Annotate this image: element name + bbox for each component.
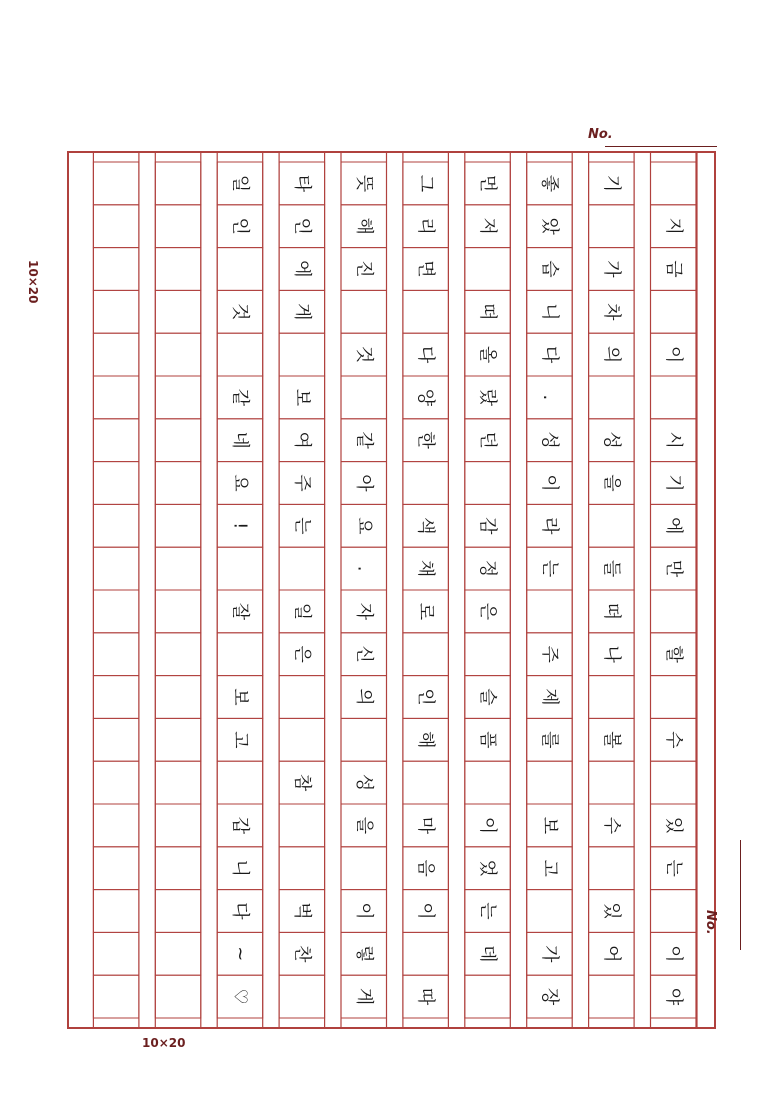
grid-cell [341,718,387,761]
grid-cell [279,547,325,590]
manuscript-character: 채 [415,559,437,578]
manuscript-character: 주 [291,474,313,492]
grid-cell [155,590,201,633]
manuscript-character: 할 [662,645,684,663]
manuscript-character: 는 [538,559,560,578]
manuscript-character: 들 [600,559,622,578]
manuscript-character: 정 [477,559,499,578]
grid-cell [93,290,138,333]
grid-cell [93,676,138,719]
manuscript-character: 이 [477,816,499,835]
manuscript-character: 보 [229,688,251,706]
manuscript-character: 것 [353,345,375,364]
manuscript-character: 로 [415,602,437,621]
manuscript-character: 아 [353,474,375,492]
manuscript-character: 게 [291,303,313,321]
manuscript-character: 잘 [229,602,251,621]
grid-cell [341,290,387,333]
grid-cell [217,248,263,291]
manuscript-character: 색 [415,517,437,535]
grid-cell [155,162,201,205]
manuscript-character: 저 [477,217,499,235]
manuscript-character: 금 [662,260,684,278]
number-label-top-line [605,146,717,147]
grid-cell [155,761,201,804]
grid-cell [589,376,635,419]
manuscript-character: 고 [538,859,560,877]
manuscript-character: 먼 [477,174,499,193]
manuscript-character: 떠 [600,602,622,621]
manuscript-character: 에 [291,260,313,278]
grid-cell [651,590,697,633]
manuscript-character: 수 [600,816,622,835]
grid-cell [155,633,201,676]
grid-cell [155,847,201,890]
grid-cell [93,248,138,291]
manuscript-character: 니 [538,303,560,321]
manuscript-character: 를 [538,731,560,749]
manuscript-character: 갑 [229,816,251,835]
manuscript-character: 나 [600,645,622,663]
grid-cell [217,633,263,676]
grid-cell [217,333,263,376]
manuscript-character: 인 [415,688,437,706]
manuscript-character: 보 [291,388,313,407]
manuscript-character: ~ [229,946,251,962]
paper-size-label-left: 10×20 [26,260,40,304]
manuscript-character: 다 [229,902,251,920]
manuscript-character: 있 [600,902,622,920]
manuscript-character: 장 [538,987,560,1006]
grid-cell [155,975,201,1018]
grid-cell [465,975,511,1018]
number-label-side: No. [703,910,718,935]
grid-cell [527,590,573,633]
manuscript-character: 았 [538,217,560,235]
grid-cell [93,804,138,847]
grid-cell [93,932,138,975]
manuscript-character: 볼 [600,731,622,749]
grid-cell [155,718,201,761]
manuscript-character: 의 [600,345,622,364]
manuscript-character: 다 [538,345,560,364]
manuscript-character: 성 [353,773,375,792]
grid-cell [279,804,325,847]
manuscript-character: 타 [291,174,313,193]
manuscript-character: 벅 [291,902,313,920]
manuscript-character: 만 [662,559,684,578]
grid-cell [93,847,138,890]
manuscript-character: 양 [415,388,437,407]
manuscript-character: 떠 [477,303,499,321]
grid-cell [465,248,511,291]
manuscript-character: 기 [662,474,684,492]
manuscript-character: 감 [477,517,499,535]
grid-cell [93,462,138,505]
manuscript-character: 있 [662,816,684,835]
grid-cell [155,462,201,505]
grid-cell [93,590,138,633]
grid-cell [93,761,138,804]
manuscript-character: 요 [353,517,375,535]
manuscript-character: 같 [229,388,251,407]
manuscript-character: 라 [538,517,560,535]
manuscript-character: 음 [415,859,437,877]
manuscript-character: 어 [600,945,622,963]
manuscript-character: 지 [662,217,684,235]
grid-cell [93,376,138,419]
grid-cell [651,676,697,719]
manuscript-character: 은 [291,645,313,663]
manuscript-character: ♡ [229,988,251,1005]
grid-cell [279,333,325,376]
grid-cell [93,890,138,933]
manuscript-character: 기 [600,174,622,193]
manuscript-character: 일 [229,174,251,193]
grid-cell [155,419,201,462]
manuscript-character: 는 [477,902,499,920]
manuscript-character: 습 [538,260,560,278]
grid-cell [217,547,263,590]
grid-cell [155,547,201,590]
grid-cell [589,761,635,804]
manuscript-character: 은 [477,602,499,621]
grid-cell [217,761,263,804]
manuscript-character: 올 [477,345,499,364]
grid-cell [465,633,511,676]
grid-cell [155,333,201,376]
grid-cell [155,248,201,291]
manuscript-character: 이 [538,474,560,492]
grid-cell [279,847,325,890]
grid-cell [155,205,201,248]
grid-cell [93,633,138,676]
grid-cell [341,847,387,890]
manuscript-character: 면 [415,260,437,278]
manuscript-character: 이 [415,902,437,920]
grid-cell [155,504,201,547]
grid-cell [341,376,387,419]
manuscript-character: 에 [662,517,684,535]
manuscript-character: 이 [662,345,684,364]
manuscript-character: 해 [353,217,375,235]
grid-cell [527,761,573,804]
grid-cell [93,333,138,376]
manuscript-character: 보 [538,816,560,835]
manuscript-character: 신 [353,645,375,663]
grid-cell [93,504,138,547]
manuscript-character: 데 [477,945,499,963]
manuscript-character: 던 [477,431,499,449]
grid-cell [403,932,449,975]
grid-cell [155,804,201,847]
manuscript-character: 찬 [291,945,313,963]
manuscript-character: 이 [353,902,375,920]
grid-cell [155,890,201,933]
manuscript-character: 여 [291,431,313,449]
manuscript-character: 자 [353,602,375,621]
manuscript-character: 요 [229,474,251,492]
manuscript-character: 그 [415,174,437,193]
manuscript-character: 뜻 [353,174,375,193]
manuscript-character: 참 [291,773,313,792]
grid-cell [651,290,697,333]
manuscript-character: 랐 [477,388,499,407]
manuscript-character: 수 [662,731,684,749]
manuscript-character: 을 [600,474,622,492]
grid-cell [651,376,697,419]
manuscript-character: 일 [291,602,313,621]
manuscript-character: 는 [291,517,313,535]
grid-cell [589,676,635,719]
manuscript-character: 게 [353,987,375,1006]
grid-cell [155,932,201,975]
grid-cell [279,676,325,719]
manuscript-character: 한 [415,431,437,449]
grid-cell [589,847,635,890]
grid-cell [589,975,635,1018]
manuscript-character: 마 [415,816,437,835]
grid-cell [155,676,201,719]
number-label-side-line [740,840,741,950]
grid-cell [527,890,573,933]
manuscript-character: 이 [662,945,684,963]
manuscript-character: 인 [229,217,251,235]
manuscript-character: 슬 [477,688,499,706]
manuscript-character: 따 [415,987,437,1006]
manuscript-character: 을 [353,816,375,835]
grid-cell [155,376,201,419]
grid-cell [93,162,138,205]
manuscript-character: 해 [415,731,437,749]
manuscript-character: 고 [229,731,251,749]
grid-cell [589,205,635,248]
manuscript-character: 차 [600,303,622,321]
manuscript-character: 시 [662,431,684,449]
manuscript-character: 가 [600,260,622,278]
manuscript-character: 는 [662,859,684,877]
grid-cell [93,205,138,248]
manuscript-character: 같 [353,431,375,449]
number-label-top: No. [588,127,613,142]
grid-cell [93,419,138,462]
manuscript-character: 성 [600,431,622,449]
grid-cell [651,761,697,804]
grid-cell [93,718,138,761]
manuscript-character: 좋 [538,174,560,193]
manuscript-character: 제 [538,688,560,706]
manuscript-character: 주 [538,645,560,663]
manuscript-character: . [353,565,375,572]
manuscript-character: 것 [229,303,251,321]
grid-cell [403,290,449,333]
grid-cell [465,462,511,505]
manuscript-character: 야 [662,987,684,1006]
manuscript-character: 진 [353,260,375,278]
grid-cell [403,761,449,804]
grid-cell [465,761,511,804]
grid-cell [155,290,201,333]
manuscript-character: 성 [538,431,560,449]
grid-cell [589,504,635,547]
grid-cell [93,975,138,1018]
grid-cell [93,547,138,590]
manuscript-character: 인 [291,217,313,235]
manuscript-character: 었 [477,859,499,877]
manuscript-character: 리 [415,217,437,235]
manuscript-character: 렇 [353,945,375,963]
manuscript-character: 픔 [477,731,499,749]
grid-cell [651,890,697,933]
manuscript-character: 의 [353,688,375,706]
grid-cell [403,462,449,505]
manuscript-character: 가 [538,945,560,963]
manuscript-character: 다 [415,345,437,364]
grid-cell [279,718,325,761]
manuscript-character: 니 [229,859,251,877]
grid-cell [651,162,697,205]
manuscript-character: 네 [229,431,251,449]
grid-cell [279,975,325,1018]
manuscript-character: . [538,394,560,401]
paper-size-label-bottom: 10×20 [142,1036,186,1050]
grid-cell [403,633,449,676]
manuscript-character: ! [229,522,251,530]
